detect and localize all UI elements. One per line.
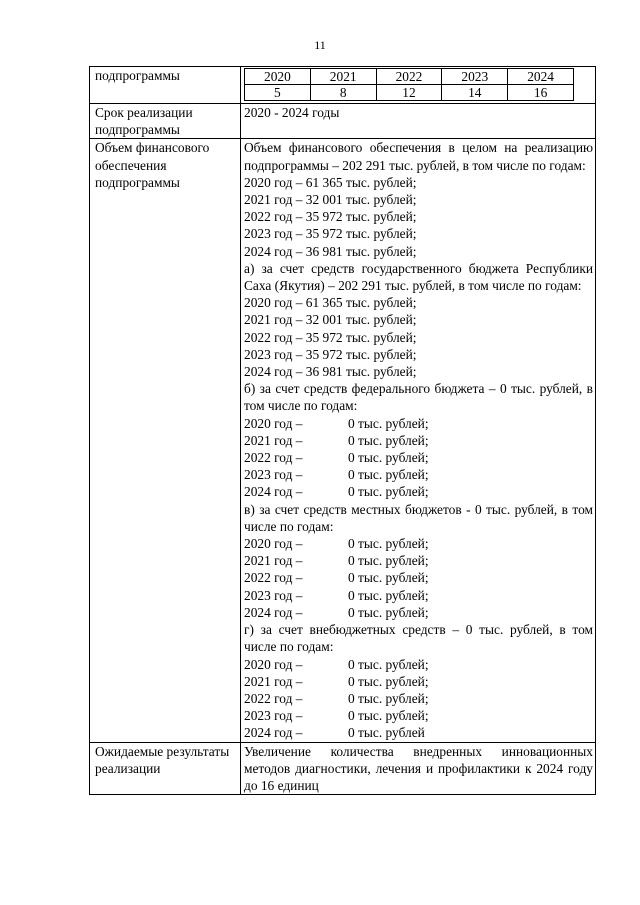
funding-label: Объем финансового обеспечения подпрограммы (90, 139, 241, 742)
local-budget-text: в) за счет средств местных бюджетов - 0 тыс. рублей, в том числе по годам: (244, 501, 593, 534)
local-year-line (244, 552, 593, 569)
targets-years-table (244, 68, 574, 101)
federal-year-line (244, 449, 593, 466)
term-value: 2020 - 2024 годы (241, 104, 596, 139)
total-year-line: 2022 год – 35 972 тыс. рублей; (244, 209, 417, 225)
value-cell: 14 (442, 85, 508, 101)
extrabudgetary-year-line (244, 673, 593, 690)
year-label: 2024 год – (244, 484, 303, 500)
year-label: 2023 год – (244, 467, 303, 483)
year-amount: 0 тыс. рублей; (348, 708, 429, 724)
state-year-line: 2024 год – 36 981 тыс. рублей; (244, 364, 417, 380)
results-label: Ожидаемые результаты реализации (90, 742, 241, 795)
year-amount: 0 тыс. рублей; (348, 467, 429, 483)
year-label: 2024 год – (244, 604, 303, 620)
year-amount: 0 тыс. рублей (348, 725, 425, 741)
results-row (90, 742, 596, 795)
state-year-line: 2021 год – 32 001 тыс. рублей; (244, 312, 417, 328)
federal-year-line (244, 415, 593, 432)
year-label: 2023 год – (244, 708, 303, 724)
federal-budget-text: б) за счет средств федерального бюджета – 0 тыс. рублей, в том числе по годам: (244, 381, 593, 414)
year-label: 2020 год – (244, 656, 303, 672)
funding-cell (241, 139, 596, 742)
year-label: 2020 год – (244, 415, 303, 431)
value-cell: 5 (245, 85, 311, 101)
total-year-line: 2024 год – 36 981 тыс. рублей; (244, 243, 417, 259)
targets-label: подпрограммы (90, 67, 241, 104)
year-amount: 0 тыс. рублей; (348, 553, 429, 569)
year-amount: 0 тыс. рублей; (348, 432, 429, 448)
year-amount: 0 тыс. рублей; (348, 587, 429, 603)
extrabudgetary-text: г) за счет внебюджетных средств – 0 тыс. рублей, в том числе по годам: (244, 622, 593, 655)
state-year-line: 2022 год – 35 972 тыс. рублей; (244, 329, 417, 345)
extrabudgetary-year-line (244, 690, 593, 707)
extrabudgetary-year-line (244, 707, 593, 724)
year-amount: 0 тыс. рублей; (348, 484, 429, 500)
year-amount: 0 тыс. рублей; (348, 656, 429, 672)
year-amount: 0 тыс. рублей; (348, 450, 429, 466)
funding-row (90, 139, 596, 742)
local-year-line (244, 569, 593, 586)
year-amount: 0 тыс. рублей; (348, 415, 429, 431)
page-number: 11 (314, 38, 326, 52)
year-label: 2020 год – (244, 536, 303, 552)
federal-year-line (244, 483, 593, 500)
extrabudgetary-year-line (244, 724, 593, 741)
year-amount: 0 тыс. рублей; (348, 604, 429, 620)
values-row (245, 85, 574, 101)
term-label: Срок реализации подпрограммы (90, 104, 241, 139)
results-value: Увеличение количества внедренных инновационных методов диагностики, лечения и профилактики к 2024 году до 16 единиц (241, 742, 596, 795)
targets-cell (241, 67, 596, 104)
funding-intro: Объем финансового обеспечения в целом на реализацию подпрограммы – 202 291 тыс. рублей, в том числе по годам: (244, 140, 593, 173)
value-cell: 16 (508, 85, 574, 101)
state-budget-text: а) за счет средств государственного бюджета Республики Саха (Якутия) – 202 291 тыс. рублей, в том числе по годам: (244, 260, 593, 294)
years-header-row (245, 69, 574, 85)
year-amount: 0 тыс. рублей; (348, 673, 429, 689)
year-label: 2023 год – (244, 587, 303, 603)
year-cell: 2020 (245, 69, 311, 85)
year-label: 2022 год – (244, 570, 303, 586)
local-year-line (244, 604, 593, 621)
year-amount: 0 тыс. рублей; (348, 570, 429, 586)
year-amount: 0 тыс. рублей; (348, 536, 429, 552)
year-cell: 2021 (310, 69, 376, 85)
year-label: 2022 год – (244, 690, 303, 706)
term-row (90, 104, 596, 139)
value-cell: 12 (376, 85, 442, 101)
federal-year-line (244, 466, 593, 483)
total-year-line: 2023 год – 35 972 тыс. рублей; (244, 226, 417, 242)
year-label: 2021 год – (244, 553, 303, 569)
year-label: 2021 год – (244, 673, 303, 689)
year-label: 2022 год – (244, 450, 303, 466)
targets-row (90, 67, 596, 104)
year-cell: 2022 (376, 69, 442, 85)
federal-year-line (244, 432, 593, 449)
state-year-line: 2020 год – 61 365 тыс. рублей; (244, 295, 417, 311)
extrabudgetary-year-line (244, 656, 593, 673)
value-cell: 8 (310, 85, 376, 101)
local-year-line (244, 535, 593, 552)
local-year-line (244, 587, 593, 604)
year-label: 2024 год – (244, 725, 303, 741)
year-cell: 2024 (508, 69, 574, 85)
year-label: 2021 год – (244, 432, 303, 448)
total-year-line: 2020 год – 61 365 тыс. рублей; (244, 174, 417, 190)
year-cell: 2023 (442, 69, 508, 85)
subprogram-passport-table (89, 66, 596, 795)
year-amount: 0 тыс. рублей; (348, 690, 429, 706)
total-year-line: 2021 год – 32 001 тыс. рублей; (244, 192, 417, 208)
state-year-line: 2023 год – 35 972 тыс. рублей; (244, 346, 417, 362)
